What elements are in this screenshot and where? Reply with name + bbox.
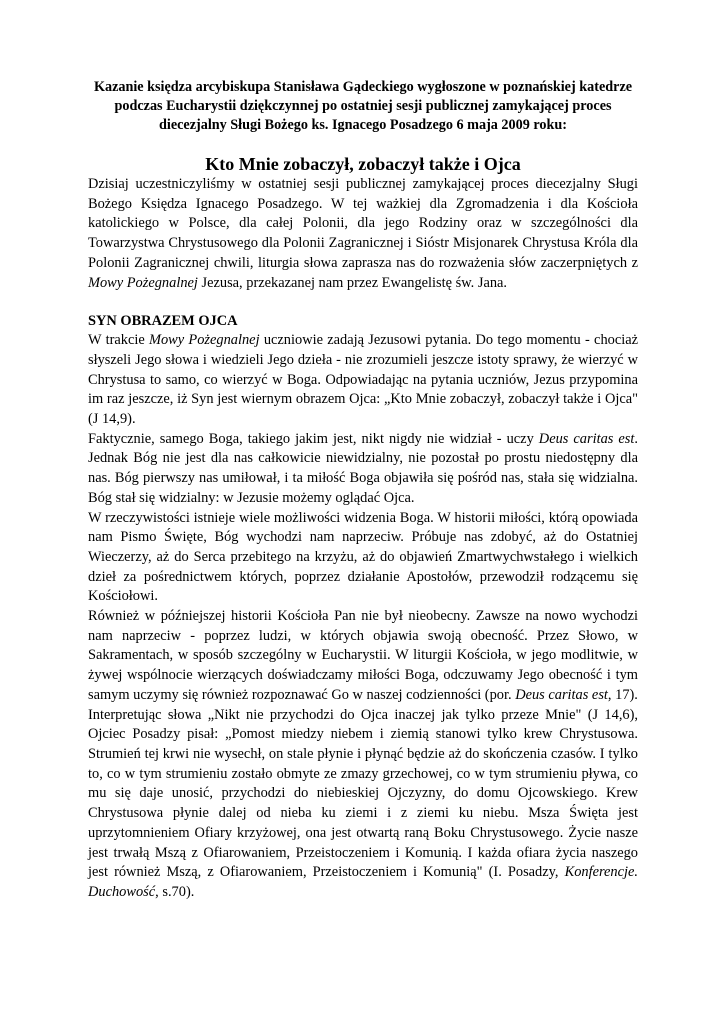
paragraph-3: W rzeczywistości istnieje wiele możliwości widzenia Boga. W historii miłości, którą opowiada nam Pismo Święte, Bóg wychodzi nam naprzeciw. Próbuje nas zdobyć, aż do Ostatniej Wieczerzy, aż do Serca przebitego na krzyżu, aż do objawień Zmartwychwstałego i wielkich dzieł za pośrednictwem których, poprzez działanie Apostołów, przewodził rodzącemu się Kościołowi. bbox=[88, 509, 638, 605]
section-heading: SYN OBRAZEM OJCA bbox=[88, 313, 238, 330]
intro-text-1: Dzisiaj uczestniczyliśmy w ostatniej sesji publicznej zamykającej proces diecezjalny Sługi Bożego Księdza Ignacego Posadzego. W tej ważkiej dla Zgromadzenia i dla Kościoła katolickiego w Polsce, dla całej Polonii, dla jego Rodziny oraz w szczególności dla Towarzystwa Chrystusowego dla Polonii Zagranicznej i Sióstr Misjonarek Chrystusa Króla dla Polonii Zagranicznej chwili, liturgia słowa zaprasza nas do rozważenia słów zaczerpniętych z bbox=[88, 176, 638, 271]
intro-paragraph bbox=[88, 175, 638, 293]
paragraph-2 bbox=[88, 430, 638, 509]
p2-italic: Deus caritas est bbox=[538, 430, 635, 447]
document-page bbox=[88, 78, 638, 903]
p1-italic: Mowy Pożegnalnej bbox=[149, 332, 260, 349]
p4-text-2: , 17). bbox=[607, 686, 638, 703]
p4-italic: Deus caritas est bbox=[515, 686, 608, 703]
p2-text-2: . Jednak Bóg nie jest dla nas całkowicie niewidzialny, nie pozostał po prostu niedostępny dla nas. Bóg pierwszy nas umiłował, i ta miłość Boga objawiła się pośród nas, stała się widzialna. Bóg stał się widzialny: w Jezusie możemy oglądać Ojca. bbox=[88, 430, 639, 506]
p1-text-1: W trakcie bbox=[88, 332, 149, 349]
p5-text-1: Interpretując słowa „Nikt nie przychodzi do Ojca inaczej jak tylko przeze Mnie" (J 14,6), Ojciec Posadzy pisał: „Pomost miedzy niebem i ziemią stanowi tylko krew Chrystusowa. Strumień tej krwi nie wysechł, on stale płynie i płynąć będzie aż do skończenia czasów. I tylko to, co w tym strumieniu zostało obmyte ze zmazy grzechowej, co w tym strumieniu pływa, co mu się daje unosić, przychodzi do niebieskiej Ojczyzny, do domu Ojcowskiego. Krew Chrystusowa płynie dalej od nieba ku ziemi i z ziemi ku niebu. Msza Święta jest uprzytomnieniem Ofiary krzyżowej, ona jest otwartą raną Boku Chrystusowego. Życie nasze jest trwałą Mszą z Ofiarowaniem, Przeistoczeniem i Komunią. I każda ofiara życia naszego jest również Mszą, z Ofiarowaniem, Przeistoczeniem i Komunią" (I. Posadzy, bbox=[88, 706, 638, 881]
p5-text-2: , s.70). bbox=[155, 883, 195, 900]
paragraph-5 bbox=[88, 706, 638, 903]
p2-text-1: Faktycznie, samego Boga, takiego jakim jest, nikt nigdy nie widział - uczy bbox=[88, 430, 539, 447]
p1-text-2: uczniowie zadają Jezusowi pytania. Do tego momentu - chociaż słyszeli Jego słowa i wiedzieli Jego dzieła - nie zrozumieli jeszcze istoty sprawy, że wierzyć w Chrystusa to samo, co wierzyć w Boga. Odpowiadając na pytania uczniów, Jezus przypomina im raz jeszcze, iż Syn jest wiernym obrazem Ojca: „Kto Mnie zobaczył, zobaczył także i Ojca" (J 14,9). bbox=[88, 332, 638, 428]
paragraph-4 bbox=[88, 607, 638, 706]
p5-italic: Konferencje. Duchowość bbox=[88, 864, 638, 900]
p4-text-1: Również w późniejszej historii Kościoła Pan nie był nieobecny. Zawsze na nowo wychodzi nam naprzeciw - poprzez ludzi, w których objawia swoją obecność. Przez Słowo, w Sakramentach, w sposób szczególny w Eucharystii. W liturgii Kościoła, w jego modlitwie, w żywej wspólnocie wierzących doświadczamy miłości Boga, odczuwamy Jego obecność i tym samym uczymy się również rozpoznawać Go w naszej codzienności (por. bbox=[88, 608, 638, 703]
intro-text-2: Jezusa, przekazanej nam przez Ewangelistę św. Jana. bbox=[197, 274, 508, 291]
sermon-header: Kazanie księdza arcybiskupa Stanisława Gądeckiego wygłoszone w poznańskiej katedrze podczas Eucharystii dziękczynnej po ostatniej sesji publicznej zamykającej proces diecezjalny Sługi Bożego ks. Ignacego Posadzego 6 maja 2009 roku: bbox=[93, 79, 633, 133]
intro-italic: Mowy Pożegnalnej bbox=[88, 274, 198, 291]
sermon-title: Kto Mnie zobaczył, zobaczył także i Ojca bbox=[205, 154, 521, 174]
paragraph-1 bbox=[88, 331, 638, 430]
